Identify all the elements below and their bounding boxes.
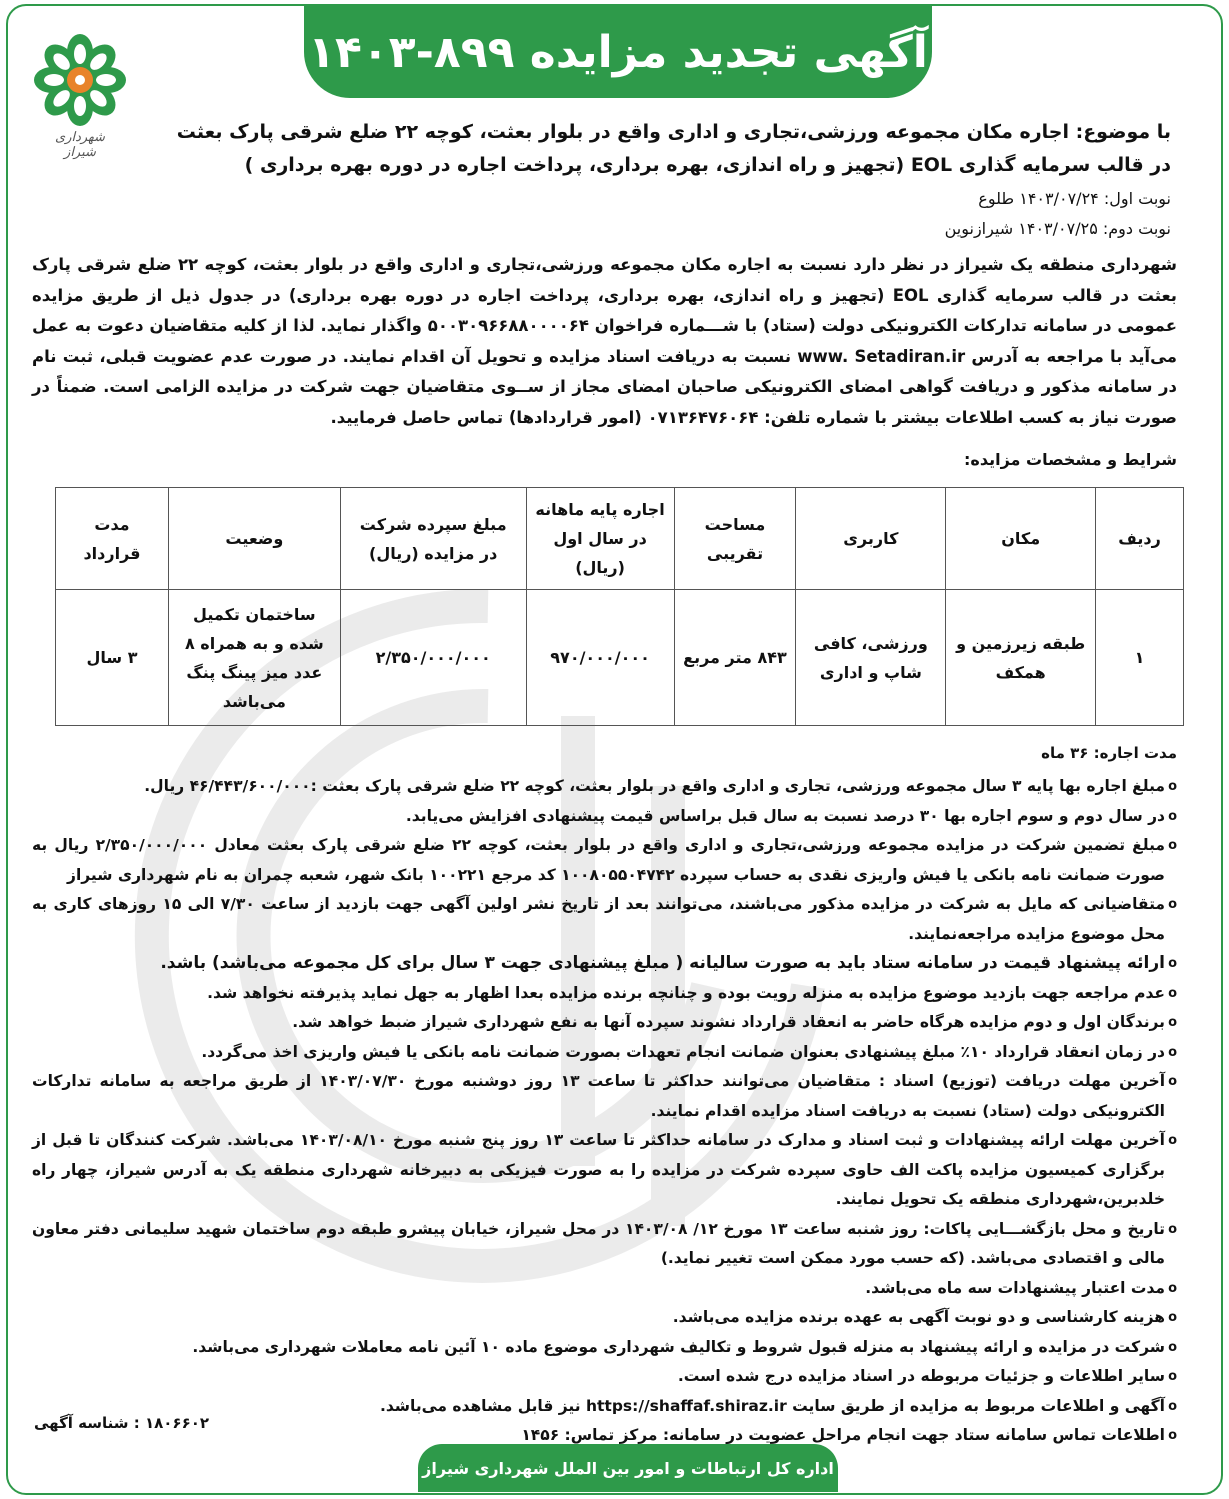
list-item: o شرکت در مزایده و ارائه پیشنهاد به منزله قبول شروط و تکالیف شهرداری موضوع ماده ۱۰ آئین نامه معاملات شهرداری می‌باشد. xyxy=(32,1333,1177,1363)
list-item: o آگهی و اطلاعات مربوط به مزایده از طریق سایت https://shaffaf.shiraz.ir نیز قابل مشاهده می‌باشد. xyxy=(32,1392,1177,1422)
list-item: o هزینه کارشناسی و دو نوبت آگهی به عهده برنده مزایده می‌باشد. xyxy=(32,1303,1177,1333)
conditions-list xyxy=(32,772,1177,1451)
subject-line-2: در قالب سرمایه گذاری EOL (تجهیز و راه اندازی، بهره برداری، پرداخت اجاره در دوره بهره برداری ) xyxy=(244,154,1171,176)
list-item: o سایر اطلاعات و جزئیات مربوطه در اسناد مزایده درج شده است. xyxy=(32,1362,1177,1392)
column-header: اجاره پایه ماهانه در سال اول (ریال) xyxy=(526,488,674,590)
column-header: وضعیت xyxy=(168,488,340,590)
conditions-heading: شرایط و مشخصات مزایده: xyxy=(964,450,1177,469)
column-header: مکان xyxy=(946,488,1096,590)
list-item: o عدم مراجعه جهت بازدید موضوع مزایده به منزله رویت بوده و چنانچه برنده مزایده بعدا اظهار به جهل نماید پذیرفته نخواهد شد. xyxy=(32,979,1177,1009)
list-item: o برندگان اول و دوم مزایده هرگاه حاضر به انعقاد قرارداد نشوند سپرده آنها به نفع شهرداری شیراز ضبط خواهد شد. xyxy=(32,1008,1177,1038)
list-item: o مدت اعتبار پیشنهادات سه ماه می‌باشد. xyxy=(32,1274,1177,1304)
subject-line-1: با موضوع: اجاره مکان مجموعه ورزشی،تجاری و اداری واقع در بلوار بعثت، کوچه ۲۲ ضلع شرقی پارک بعثت xyxy=(176,121,1171,143)
list-item: o در سال دوم و سوم اجاره بها ۳۰ درصد نسبت به سال قبل براساس قیمت پیشنهادی افزایش می‌یابد. xyxy=(32,802,1177,832)
status-cell: ساختمان تکمیل شده و به همراه ۸ عدد میز پینگ پنگ می‌باشد xyxy=(168,590,340,726)
column-header: کاربری xyxy=(796,488,946,590)
column-header: ردیف xyxy=(1096,488,1184,590)
lease-duration: مدت اجاره: ۳۶ ماه xyxy=(1041,744,1177,762)
table-row xyxy=(56,590,1184,726)
footer-banner: اداره کل ارتباطات و امور بین الملل شهرداری شیراز xyxy=(418,1444,838,1492)
publication-turns xyxy=(671,184,1171,244)
table-header-row xyxy=(56,488,1184,590)
logo-caption: شهرداری شیراز xyxy=(55,130,105,160)
area-cell: ۸۴۳ متر مربع xyxy=(674,590,796,726)
intro-paragraph: شهرداری منطقه یک شیراز در نظر دارد نسبت به اجاره مکان مجموعه ورزشی،تجاری و اداری واقع در بلوار بعثت، کوچه ۲۲ ضلع شرقی پارک بعثت در قالب سرمایه گذاری EOL (تجهیز و راه اندازی، بهره برداری، پرداخت اجاره در دوره بهره برداری) در جدول ذیل از طریق مزایده عمومی در سامانه تدارکات الکترونیکی دولت (ستاد) با شـــماره فراخوان ۵۰۰۳۰۹۶۶۸۸۰۰۰۰۶۴ واگذار نماید. لذا از کلیه متقاضیان دعوت به عمل می‌آید با مراجعه به آدرس www. Setadiran.ir نسبت به دریافت اسناد مزایده و تحویل آن اقدام نمایند. در صورت عدم عضویت قبلی، ثبت نام در سامانه مذکور و دریافت گواهی امضای الکترونیکی صاحبان امضای مجاز از ســوی متقاضیان جهت شرکت در مزایده الزامی است. ضمناً در صورت نیاز به کسب اطلاعات بیشتر با شماره تلفن: ۰۷۱۳۶۴۷۶۰۶۴ (امور قراردادها) تماس حاصل فرمایید. xyxy=(32,255,1178,427)
column-header: مدت قرارداد xyxy=(56,488,169,590)
auction-table xyxy=(55,487,1184,726)
title-banner xyxy=(304,6,932,98)
ad-subject xyxy=(121,116,1171,182)
list-item: o ارائه پیشنهاد قیمت در سامانه ستاد باید به صورت سالیانه ( مبلغ پیشنهادی جهت ۳ سال برای کل مجموعه می‌باشد) باشد. xyxy=(32,949,1177,979)
list-item: o اطلاعات تماس سامانه ستاد جهت انجام مراحل عضویت در سامانه: مرکز تماس: ۱۴۵۶ xyxy=(32,1421,1177,1451)
location-cell: طبقه زیرزمین و همکف xyxy=(946,590,1096,726)
row-number-cell: ۱ xyxy=(1096,590,1184,726)
contract-duration-cell: ۳ سال xyxy=(56,590,169,726)
ad-identifier: ۱۸۰۶۶۰۲ : شناسه آگهی xyxy=(34,1414,210,1432)
second-turn: نوبت دوم: ۱۴۰۳/۰۷/۲۵ شیرازنوین xyxy=(944,219,1171,238)
municipality-logo xyxy=(30,30,130,170)
list-item: o تاریخ و محل بازگشـــایی پاکات: روز شنبه ساعت ۱۳ مورخ ۱۲/ ۱۴۰۳/۰۸ در محل شیراز، خیابان پیشرو طبقه دوم ساختمان شهید سلیمانی دفتر معاون مالی و اقتصادی می‌باشد. (که حسب مورد ممکن است تغییر نماید.) xyxy=(32,1215,1177,1274)
list-item: o آخرین مهلت ارائه پیشنهادات و ثبت اسناد و مدارک در سامانه حداکثر تا ساعت ۱۳ روز پنج شنبه مورخ ۱۴۰۳/۰۸/۱۰ می‌باشد. شرکت کنندگان تا قبل از برگزاری کمیسیون مزایده پاکت الف حاوی سپرده شرکت در مزایده را به صورت فیزیکی به دبیرخانه شهرداری منطقه یک به آدرس شیراز، چهار راه خلدبرین،شهرداری منطقه یک تحویل نمایند. xyxy=(32,1126,1177,1215)
list-item: o در زمان انعقاد قرارداد ۱۰٪ مبلغ پیشنهادی بعنوان ضمانت انجام تعهدات بصورت ضمانت نامه بانکی یا فیش واریزی اخذ می‌گردد. xyxy=(32,1038,1177,1068)
flower-logo-icon xyxy=(30,30,130,130)
list-item: o مبلغ اجاره بها پایه ۳ سال مجموعه ورزشی، تجاری و اداری واقع در بلوار بعثت، کوچه ۲۲ ضلع شرقی پارک بعثت :۴۶/۴۴۳/۶۰۰/۰۰۰ ریال. xyxy=(32,772,1177,802)
list-item: o آخرین مهلت دریافت (توزیع) اسناد : متقاضیان می‌توانند حداکثر تا ساعت ۱۳ روز دوشنبه مورخ ۱۴۰۳/۰۷/۳۰ از طریق مراجعه به سامانه تدارکات الکترونیکی دولت (ستاد) نسبت به دریافت اسناد مزایده اقدام نمایند. xyxy=(32,1067,1177,1126)
base-rent-cell: ۹۷۰/۰۰۰/۰۰۰ xyxy=(526,590,674,726)
list-item: o مبلغ تضمین شرکت در مزایده مجموعه ورزشی،تجاری و اداری واقع در بلوار بعثت، کوچه ۲۲ ضلع شرقی پارک بعثت معادل ۲/۳۵۰/۰۰۰/۰۰۰ ریال به صورت ضمانت نامه بانکی یا فیش واریزی نقدی به حساب سپرده ۱۰۰۸۰۵۵۰۴۷۴۲ کد مرجع ۱۰۰۲۲۱ بانک شهر، شعبه چمران به نام شهرداری شیراز xyxy=(32,831,1177,890)
list-item: o متقاضیانی که مایل به شرکت در مزایده مذکور می‌باشند، می‌توانند بعد از تاریخ نشر اولین آگهی جهت بازدید از ساعت ۷/۳۰ الی ۱۵ روزهای کاری به محل موضوع مزایده مراجعه‌نمایند. xyxy=(32,890,1177,949)
ad-frame xyxy=(6,4,1223,1495)
column-header: مبلغ سپرده شرکت در مزایده (ریال) xyxy=(340,488,526,590)
column-header: مساحت تقریبی xyxy=(674,488,796,590)
ad-title: آگهی تجدید مزایده ۸۹۹-۱۴۰۳ xyxy=(308,26,928,78)
first-turn: نوبت اول: ۱۴۰۳/۰۷/۲۴ طلوع xyxy=(978,189,1171,208)
usage-cell: ورزشی، کافی شاپ و اداری xyxy=(796,590,946,726)
deposit-cell: ۲/۳۵۰/۰۰۰/۰۰۰ xyxy=(340,590,526,726)
